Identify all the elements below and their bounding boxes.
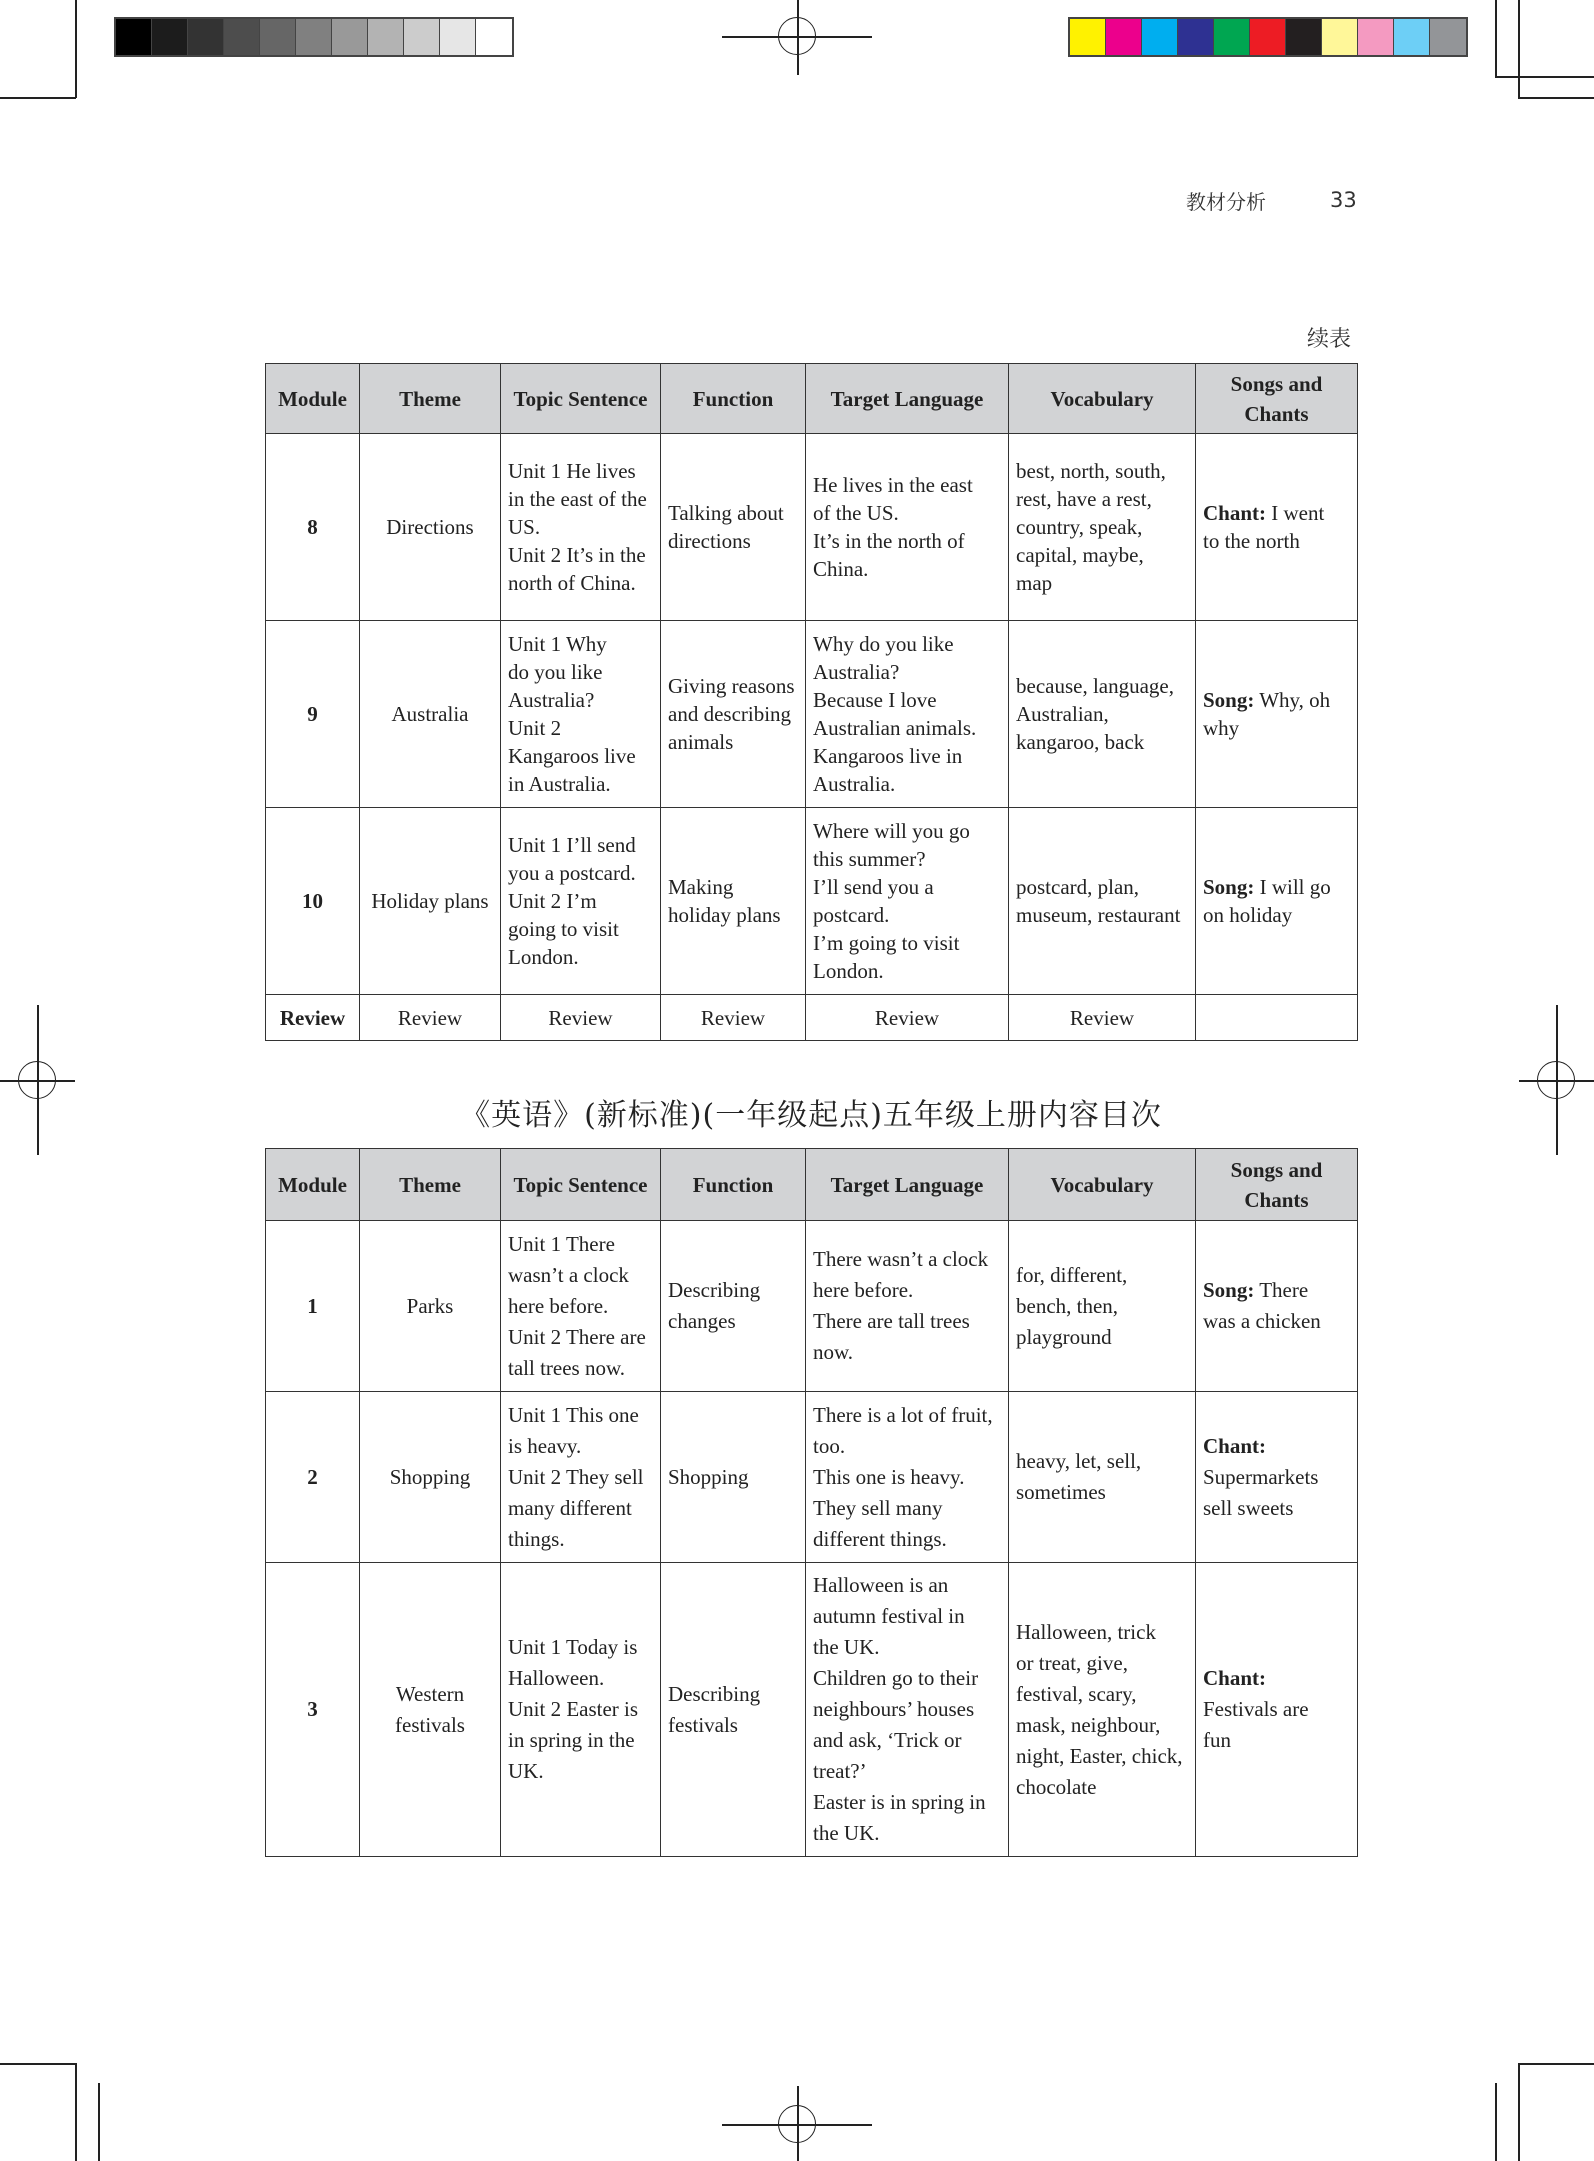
color-swatch [260, 19, 296, 55]
review-row [266, 995, 1358, 1041]
column-header: Theme [360, 1149, 501, 1221]
table-row [266, 621, 1358, 808]
songs-title: Festivals are fun [1203, 1697, 1309, 1752]
songs-type-label: Song: [1203, 875, 1255, 899]
module-cell: 8 [266, 434, 360, 621]
crop-mark [1518, 0, 1520, 98]
vocabulary-cell: best, north, south, rest, have a rest, country, speak, capital, maybe, map [1009, 434, 1196, 621]
color-swatch [1394, 19, 1430, 55]
target-language-cell: He lives in the east of the US. It’s in the north of China. [806, 434, 1009, 621]
vocabulary-cell: heavy, let, sell, sometimes [1009, 1392, 1196, 1563]
vocabulary-cell: because, language, Australian, kangaroo, back [1009, 621, 1196, 808]
column-header: Songs and Chants [1196, 364, 1358, 434]
target-language-cell: Where will you go this summer? I’ll send you a postcard. I’m going to visit London. [806, 808, 1009, 995]
theme-cell: Shopping [360, 1392, 501, 1563]
column-header: Module [266, 364, 360, 434]
module-cell: Review [266, 995, 360, 1041]
function-cell: Describing festivals [661, 1563, 806, 1857]
column-header: Function [661, 364, 806, 434]
color-swatch [1070, 19, 1106, 55]
crop-mark [1518, 2063, 1594, 2065]
crop-mark [1518, 2063, 1520, 2161]
column-header: Theme [360, 364, 501, 434]
crop-mark [75, 2063, 77, 2161]
column-header: Vocabulary [1009, 364, 1196, 434]
table-row [266, 1221, 1358, 1392]
module-cell: 1 [266, 1221, 360, 1392]
crop-mark [0, 2063, 76, 2065]
curriculum-table [265, 1148, 1358, 1857]
topic-cell: Unit 1 There wasn’t a clock here before. Unit 2 There are tall trees now. [501, 1221, 661, 1392]
registration-mark-circle [778, 2105, 816, 2143]
color-swatch [296, 19, 332, 55]
color-swatch [476, 19, 512, 55]
table-header-row [266, 364, 1358, 434]
crop-mark [98, 2083, 100, 2161]
color-swatch [404, 19, 440, 55]
songs-title: There was a chicken [1203, 1278, 1321, 1333]
function-cell: Talking about directions [661, 434, 806, 621]
color-swatch [332, 19, 368, 55]
crop-mark [1495, 0, 1497, 78]
table-row [266, 1563, 1358, 1857]
table-row [266, 434, 1358, 621]
songs-cell [1196, 1221, 1358, 1392]
color-swatch [152, 19, 188, 55]
color-calibration-bar [1068, 17, 1468, 57]
crop-mark [1496, 76, 1594, 78]
color-swatch [1358, 19, 1394, 55]
module-cell: 2 [266, 1392, 360, 1563]
songs-cell [1196, 621, 1358, 808]
target-language-cell: Review [806, 995, 1009, 1041]
color-swatch [1250, 19, 1286, 55]
grayscale-calibration-bar [114, 17, 514, 57]
songs-type-label: Song: [1203, 688, 1255, 712]
theme-cell: Australia [360, 621, 501, 808]
function-cell: Shopping [661, 1392, 806, 1563]
target-language-cell: Halloween is an autumn festival in the UK. Children go to their neighbours’ houses and ask, ‘Trick or treat?’ Easter is in spring in the UK. [806, 1563, 1009, 1857]
songs-type-label: Chant: [1203, 1666, 1267, 1690]
theme-cell: Western festivals [360, 1563, 501, 1857]
table-header-row [266, 1149, 1358, 1221]
color-swatch [1322, 19, 1358, 55]
registration-mark-circle [1537, 1061, 1575, 1099]
column-header: Topic Sentence [501, 364, 661, 434]
table-row [266, 808, 1358, 995]
songs-cell [1196, 434, 1358, 621]
songs-title: I will go on holiday [1203, 875, 1331, 927]
registration-mark-circle [18, 1061, 56, 1099]
curriculum-table-continued [265, 363, 1358, 1041]
songs-type-label: Chant: [1203, 1433, 1267, 1458]
topic-cell: Unit 1 I’ll send you a postcard. Unit 2 I’m going to visit London. [501, 808, 661, 995]
module-cell: 3 [266, 1563, 360, 1857]
section-title: 《英语》(新标准)(一年级起点)五年级上册内容目次 [460, 1098, 1162, 1133]
target-language-cell: There is a lot of fruit, too. This one is heavy. They sell many different things. [806, 1392, 1009, 1563]
continued-label: 续表 [1307, 327, 1352, 352]
theme-cell: Holiday plans [360, 808, 501, 995]
target-language-cell: Why do you like Australia? Because I love Australian animals. Kangaroos live in Australia. [806, 621, 1009, 808]
songs-title: Why, oh why [1203, 688, 1331, 740]
songs-cell [1196, 1392, 1358, 1563]
songs-cell [1196, 995, 1358, 1041]
vocabulary-cell: for, different, bench, then, playground [1009, 1221, 1196, 1392]
function-cell: Making holiday plans [661, 808, 806, 995]
module-cell: 10 [266, 808, 360, 995]
column-header: Vocabulary [1009, 1149, 1196, 1221]
vocabulary-cell: Review [1009, 995, 1196, 1041]
module-cell: 9 [266, 621, 360, 808]
function-cell: Review [661, 995, 806, 1041]
color-swatch [1430, 19, 1466, 55]
function-cell: Giving reasons and describing animals [661, 621, 806, 808]
running-header: 教材分析 [1186, 190, 1266, 214]
crop-mark [1495, 2083, 1497, 2161]
table-row [266, 1392, 1358, 1563]
theme-cell: Directions [360, 434, 501, 621]
target-language-cell: There wasn’t a clock here before. There are tall trees now. [806, 1221, 1009, 1392]
color-swatch [1106, 19, 1142, 55]
songs-type-label: Song: [1203, 1278, 1255, 1302]
color-swatch [1214, 19, 1250, 55]
songs-type-label: Chant: [1203, 501, 1267, 525]
crop-mark [1518, 97, 1594, 99]
theme-cell: Review [360, 995, 501, 1041]
topic-cell: Unit 1 This one is heavy. Unit 2 They sell many different things. [501, 1392, 661, 1563]
color-swatch [188, 19, 224, 55]
theme-cell: Parks [360, 1221, 501, 1392]
function-cell: Describing changes [661, 1221, 806, 1392]
color-swatch [1142, 19, 1178, 55]
page-number: 33 [1330, 188, 1357, 212]
songs-title: I went to the north [1203, 501, 1325, 553]
color-swatch [1286, 19, 1322, 55]
color-swatch [116, 19, 152, 55]
vocabulary-cell: postcard, plan, museum, restaurant [1009, 808, 1196, 995]
column-header: Module [266, 1149, 360, 1221]
topic-cell: Unit 1 He lives in the east of the US. Unit 2 It’s in the north of China. [501, 434, 661, 621]
column-header: Songs and Chants [1196, 1149, 1358, 1221]
crop-mark [0, 97, 76, 99]
color-swatch [368, 19, 404, 55]
topic-cell: Review [501, 995, 661, 1041]
column-header: Function [661, 1149, 806, 1221]
column-header: Topic Sentence [501, 1149, 661, 1221]
color-swatch [440, 19, 476, 55]
topic-cell: Unit 1 Why do you like Australia? Unit 2 Kangaroos live in Australia. [501, 621, 661, 808]
topic-cell: Unit 1 Today is Halloween. Unit 2 Easter is in spring in the UK. [501, 1563, 661, 1857]
color-swatch [1178, 19, 1214, 55]
color-swatch [224, 19, 260, 55]
column-header: Target Language [806, 1149, 1009, 1221]
registration-mark-circle [778, 17, 816, 55]
songs-cell [1196, 1563, 1358, 1857]
crop-mark [75, 0, 77, 98]
songs-cell [1196, 808, 1358, 995]
songs-title: Supermarkets sell sweets [1203, 1464, 1319, 1520]
column-header: Target Language [806, 364, 1009, 434]
vocabulary-cell: Halloween, trick or treat, give, festival, scary, mask, neighbour, night, Easter, chick, chocolate [1009, 1563, 1196, 1857]
